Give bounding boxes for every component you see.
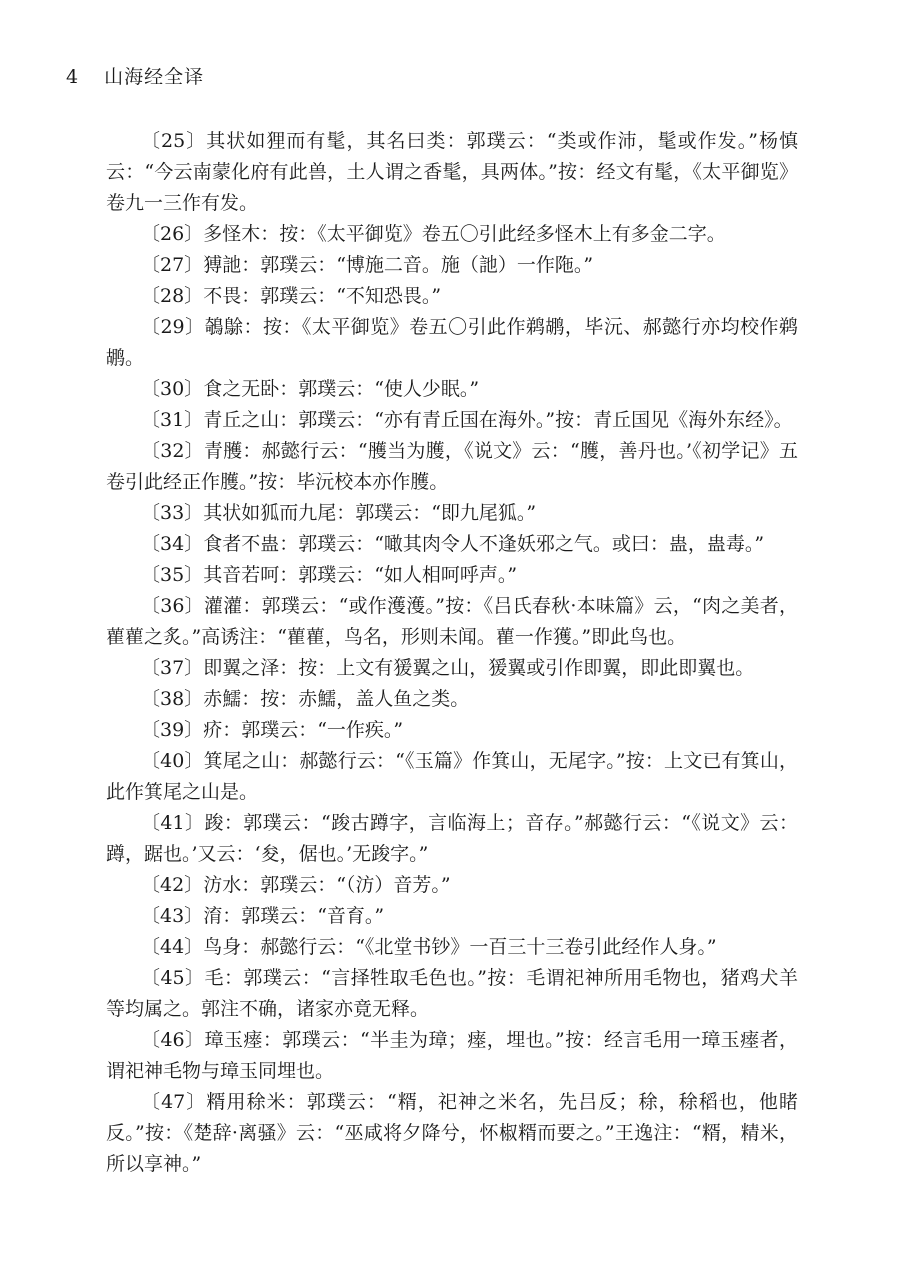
book-title: 山海经全译: [104, 66, 205, 88]
note-number: 〔35〕: [141, 564, 204, 586]
annotation-note: [106, 560, 798, 591]
note-text: 猼訑：郭璞云：“博施二音。施（訑）一作陁。”: [203, 254, 594, 276]
note-text: 灌灌：郭璞云：“或作濩濩。”按：《吕氏春秋·本味篇》云，“肉之美者，雚雚之炙。”高诱注：“雚雚，鸟名，形则未闻。雚一作獲。”即此鸟也。: [106, 595, 798, 648]
annotation-note: [106, 405, 798, 436]
page-number: 4: [66, 66, 79, 88]
note-text: 淯：郭璞云：“音育。”: [203, 905, 385, 927]
note-number: 〔32〕: [141, 440, 204, 462]
annotation-note: [106, 250, 798, 281]
note-number: 〔42〕: [141, 874, 204, 896]
note-text: 赤鱬：按：赤鱬，盖人鱼之类。: [203, 688, 470, 710]
annotation-note: [106, 808, 798, 870]
note-text: 其音若呵：郭璞云：“如人相呵呼声。”: [203, 564, 518, 586]
note-number: 〔30〕: [141, 378, 204, 400]
annotation-note: [106, 746, 798, 808]
note-number: 〔29〕: [141, 316, 205, 338]
annotation-note: [106, 1087, 798, 1180]
note-text: 踆：郭璞云：“踆古蹲字，言临海上；音存。”郝懿行云：“《说文》云：蹲，踞也。’又云：‘夋，倨也。’无踆字。”: [106, 812, 798, 865]
note-number: 〔44〕: [141, 936, 204, 958]
note-number: 〔39〕: [141, 719, 204, 741]
note-text: 多怪木：按：《太平御览》卷五〇引此经多怪木上有多金二字。: [203, 223, 726, 245]
annotation-note: [106, 1025, 798, 1087]
note-number: 〔45〕: [141, 967, 205, 989]
note-number: 〔38〕: [141, 688, 204, 710]
note-number: 〔43〕: [141, 905, 204, 927]
note-number: 〔25〕: [141, 130, 207, 152]
note-number: 〔28〕: [141, 285, 204, 307]
note-text: 汸水：郭璞云：“（汸）音芳。”: [203, 874, 451, 896]
annotation-note: [106, 436, 798, 498]
note-number: 〔27〕: [141, 254, 204, 276]
note-text: 鸟身：郝懿行云：“《北堂书钞》一百三十三卷引此经作人身。”: [203, 936, 717, 958]
note-text: 其状如狸而有髦，其名曰类：郭璞云：“类或作沛，髦或作发。”杨慎云：“今云南蒙化府有此兽，土人谓之香髦，具两体。”按：经文有髦，《太平御览》卷九一三作有发。: [106, 130, 798, 214]
note-text: 即翼之泽：按：上文有猨翼之山，猨翼或引作即翼，即此即翼也。: [203, 657, 755, 679]
annotation-note: [106, 932, 798, 963]
annotation-note: [106, 219, 798, 250]
note-number: 〔46〕: [141, 1029, 205, 1051]
annotation-note: [106, 281, 798, 312]
note-text: 箕尾之山：郝懿行云：“《玉篇》作箕山，无尾字。”按：上文已有箕山，此作箕尾之山是。: [106, 750, 798, 803]
note-text: 毛：郭璞云：“言择牲取毛色也。”按：毛谓祀神所用毛物也，猪鸡犬羊等均属之。郭注不确，诸家亦竟无释。: [106, 967, 798, 1020]
annotation-list: [106, 126, 798, 1180]
running-header: [66, 64, 204, 90]
annotation-note: [106, 715, 798, 746]
annotation-note: [106, 591, 798, 653]
annotation-note: [106, 684, 798, 715]
annotation-note: [106, 498, 798, 529]
annotation-note: [106, 653, 798, 684]
note-text: 糈用稌米：郭璞云：“糈，祀神之米名，先吕反；稌，稌稻也，他睹反。”按：《楚辞·离骚》云：“巫咸将夕降兮，怀椒糈而要之。”王逸注：“糈，精米，所以享神。”: [106, 1091, 798, 1175]
note-number: 〔37〕: [141, 657, 204, 679]
note-text: 青丘之山：郭璞云：“亦有青丘国在海外。”按：青丘国见《海外东经》。: [203, 409, 793, 431]
note-text: 青雘：郝懿行云：“雘当为臒，《说文》云：“臒，善丹也。’《初学记》五卷引此经正作臒。”按：毕沅校本亦作臒。: [106, 440, 798, 493]
note-text: 鵸鵌：按：《太平御览》卷五〇引此作鹈鹕，毕沅、郝懿行亦均校作鹈鹕。: [106, 316, 798, 369]
note-number: 〔31〕: [141, 409, 204, 431]
note-number: 〔47〕: [141, 1091, 207, 1113]
note-text: 食之无卧：郭璞云：“使人少眠。”: [203, 378, 480, 400]
note-number: 〔33〕: [141, 502, 204, 524]
note-text: 食者不蛊：郭璞云：“噉其肉令人不逢妖邪之气。或曰：蛊，蛊毒。”: [203, 533, 765, 555]
note-text: 疥：郭璞云：“一作疾。”: [203, 719, 404, 741]
annotation-note: [106, 901, 798, 932]
note-number: 〔41〕: [141, 812, 205, 834]
note-number: 〔36〕: [141, 595, 204, 617]
note-text: 其状如狐而九尾：郭璞云：“即九尾狐。”: [203, 502, 537, 524]
note-text: 不畏：郭璞云：“不知恐畏。”: [203, 285, 442, 307]
note-text: 璋玉瘗：郭璞云：“半圭为璋；瘗，埋也。”按：经言毛用一璋玉瘗者，谓祀神毛物与璋玉同埋也。: [106, 1029, 798, 1082]
note-number: 〔40〕: [141, 750, 204, 772]
annotation-note: [106, 529, 798, 560]
note-number: 〔26〕: [141, 223, 204, 245]
note-number: 〔34〕: [141, 533, 204, 555]
annotation-note: [106, 312, 798, 374]
annotation-note: [106, 870, 798, 901]
annotation-note: [106, 374, 798, 405]
annotation-note: [106, 126, 798, 219]
annotation-note: [106, 963, 798, 1025]
